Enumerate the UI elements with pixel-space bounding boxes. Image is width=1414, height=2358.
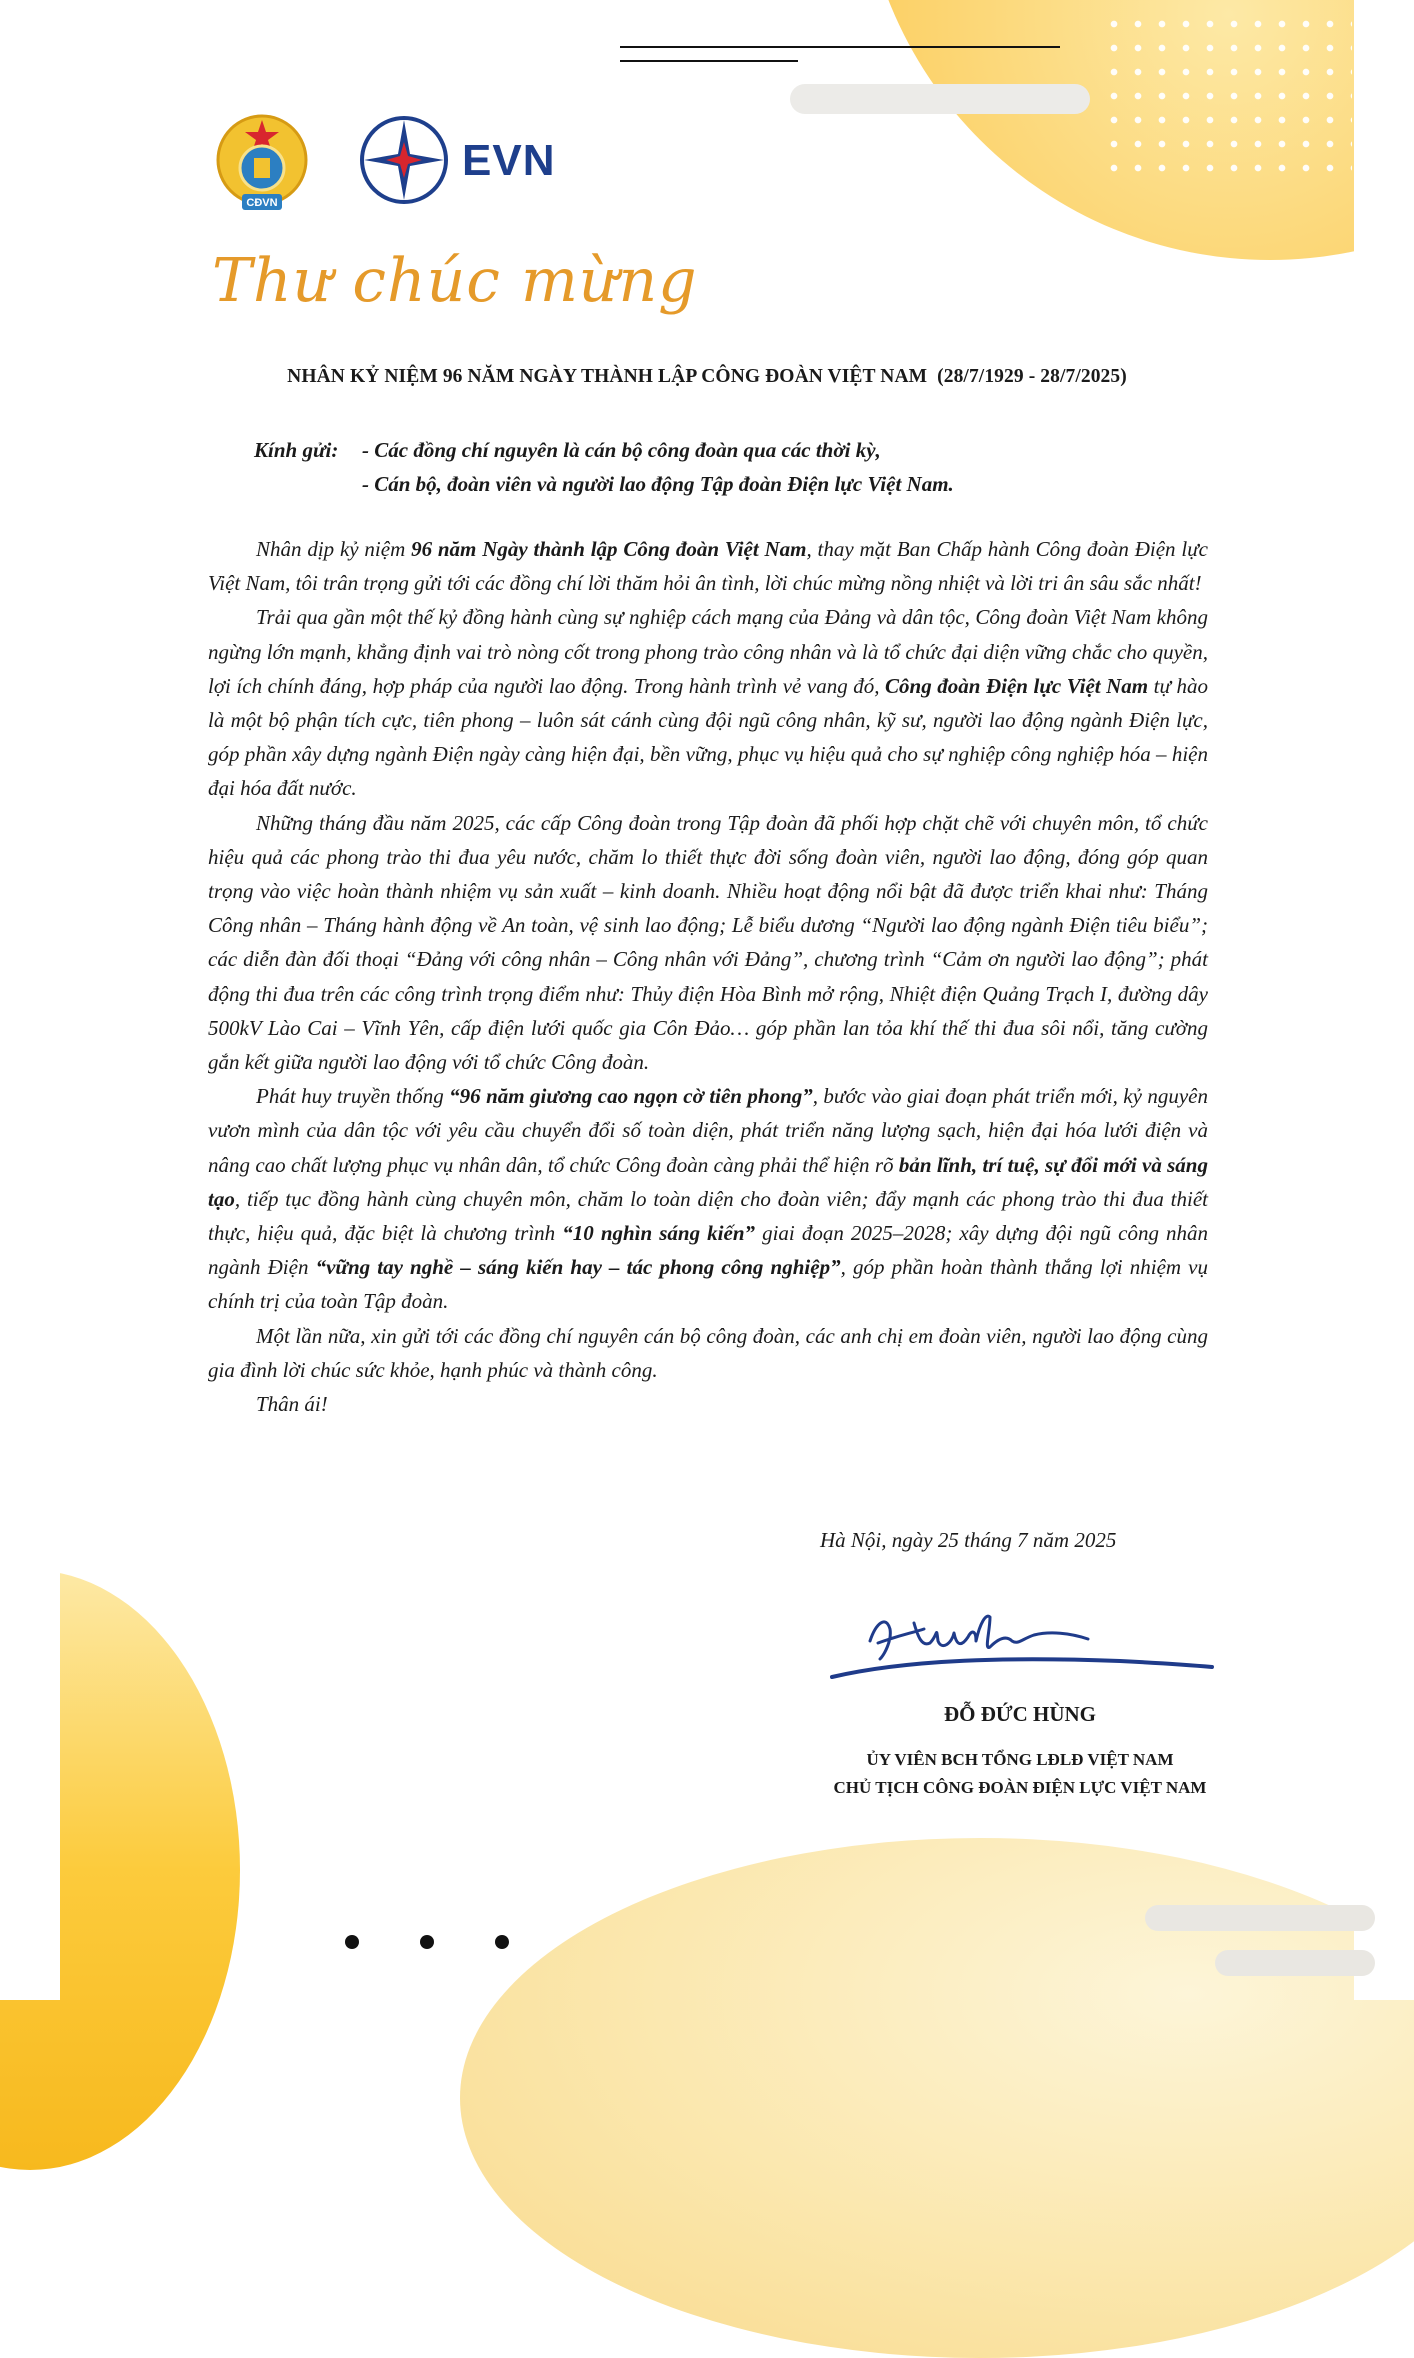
decorative-pill (1145, 1905, 1375, 1931)
decorative-dot (345, 1935, 359, 1949)
recipient-line: - Cán bộ, đoàn viên và người lao động Tập đoàn Điện lực Việt Nam. (362, 472, 954, 496)
paragraph-text: , thay mặt Ban Chấp hành Công đoàn Điện lực Việt Nam, tôi trân trọng gửi tới các đồng chí lời thăm hỏi ân tình, lời chúc mừng nồng nhiệt và lời tri ân sâu sắc nhất! (208, 537, 1208, 596)
emphasized-text: Công đoàn Điện lực Việt Nam (885, 673, 1149, 698)
paragraph-text: Những tháng đầu năm 2025, các cấp Công đoàn trong Tập đoàn đã phối hợp chặt chẽ với chuyên môn, tổ chức hiệu quả các phong trào thi đua yêu nước, chăm lo thiết thực đời sống đoàn viên, người lao động, đóng góp quan trọng vào việc hoàn thành nhiệm vụ sản xuất – kinh doanh. Nhiều hoạt động nổi bật đã được triển khai như: Tháng Công nhân – Tháng hành động về An toàn, vệ sinh lao động; Lễ biểu dương “Người lao động ngành Điện tiêu biểu”; các diễn đàn đối thoại “Đảng với công nhân – Công nhân với Đảng”, chương trình “Cảm ơn người lao động”; phát động thi đua trên các công trình trọng điểm như: Thủy điện Hòa Bình mở rộng, Nhiệt điện Quảng Trạch I, đường dây 500kV Lào Cai – Vĩnh Yên, cấp điện lưới quốc gia Côn Đảo… góp phần lan tỏa khí thế thi đua sôi nổi, tăng cường gắn kết giữa người lao động với tổ chức Công đoàn. (208, 810, 1208, 1075)
emphasized-text: bản lĩnh, trí tuệ, sự đổi mới và sáng tạo (208, 1152, 1208, 1211)
occasion-text: NHÂN KỶ NIỆM 96 NĂM NGÀY THÀNH LẬP CÔNG ĐOÀN VIỆT NAM (287, 366, 928, 387)
letter-script-title: Thư chúc mừng (212, 246, 698, 316)
evn-logo-text: EVN (462, 136, 556, 185)
paragraph-text: Một lần nữa, xin gửi tới các đồng chí nguyên cán bộ công đoàn, các anh chị em đoàn viên, người lao động cùng gia đình lời chúc sức khỏe, hạnh phúc và thành công. (208, 1323, 1208, 1382)
decorative-pill (790, 84, 1090, 114)
cdvn-union-logo-icon (212, 110, 312, 220)
recipient-line: - Các đồng chí nguyên là cán bộ công đoàn qua các thời kỳ, (362, 438, 881, 462)
decorative-line (620, 60, 798, 62)
decorative-line (620, 46, 1060, 48)
paragraph-text: , bước vào giai đoạn phát triển mới, kỷ nguyên vươn mình của dân tộc với yêu cầu chuyển đổi số toàn diện, phát triển năng lượng sạch, hiện đại hóa lưới điện và nâng cao chất lượng phục vụ nhân dân, tổ chức Công đoàn càng phải thể hiện rõ (208, 1084, 1208, 1177)
svg-text:CĐVN: CĐVN (246, 197, 278, 209)
occasion-dates: (28/7/1929 - 28/7/2025) (937, 366, 1127, 387)
paragraph-text: , góp phần hoàn thành thắng lợi nhiệm vụ chính trị của toàn Tập đoàn. (208, 1255, 1209, 1314)
body-paragraph (208, 532, 1208, 600)
signer-title: CHỦ TỊCH CÔNG ĐOÀN ĐIỆN LỰC VIỆT NAM (833, 1778, 1207, 1797)
emphasized-text: “10 nghìn sáng kiến” (562, 1221, 756, 1246)
recipients-label: Kính gửi: (254, 438, 339, 462)
letter-body (208, 532, 1208, 1421)
body-paragraph (208, 1079, 1208, 1318)
paragraph-text: , tiếp tục đồng hành cùng chuyên môn, chăm lo toàn diện cho đoàn viên; đẩy mạnh các phong trào thi đua thiết thực, hiệu quả, đặc biệt là chương trình (208, 1186, 1208, 1246)
handwritten-signature (820, 1585, 1220, 1685)
closing-line: Thân ái! (256, 1392, 328, 1417)
signer-name: ĐỖ ĐỨC HÙNG (943, 1702, 1097, 1726)
paragraph-text: Phát huy truyền thống (256, 1084, 450, 1109)
paragraph-text: Nhân dịp kỷ niệm (256, 537, 412, 561)
decorative-dot (495, 1935, 509, 1949)
decorative-dot (420, 1935, 434, 1949)
evn-logo-icon (356, 112, 452, 208)
paragraph-text: Trải qua gần một thế kỷ đồng hành cùng sự nghiệp cách mạng của Đảng và dân tộc, Công đoàn Việt Nam không ngừng lớn mạnh, khẳng định vai trò nòng cốt trong phong trào công nhân và là tổ chức đại diện vững chắc cho quyền, lợi ích chính đáng, hợp pháp của người lao động. Trong hành trình vẻ vang đó, (208, 605, 1208, 698)
decorative-edge (1354, 0, 1414, 280)
paragraph-text: tự hào là một bộ phận tích cực, tiên phong – luôn sát cánh cùng đội ngũ công nhân, kỹ sư, người lao động ngành Điện lực, góp phần xây dựng ngành Điện ngày càng hiện đại, bền vững, phục vụ hiệu quả cho sự nghiệp công nghiệp hóa – hiện đại hóa đất nước. (208, 673, 1208, 801)
body-paragraph (208, 600, 1208, 805)
letter-occasion-heading (0, 366, 1414, 388)
body-paragraph (208, 806, 1208, 1080)
paragraph-text: giai đoạn 2025–2028; xây dựng đội ngũ công nhân ngành Điện (208, 1221, 1209, 1280)
decorative-dot-grid (1102, 12, 1352, 182)
decorative-pill (1215, 1950, 1375, 1976)
emphasized-text: “vững tay nghề – sáng kiến hay – tác phong công nghiệp” (315, 1255, 841, 1280)
body-paragraph (208, 1319, 1208, 1387)
emphasized-text: “96 năm giương cao ngọn cờ tiên phong” (449, 1084, 813, 1109)
place-date: Hà Nội, ngày 25 tháng 7 năm 2025 (820, 1528, 1117, 1552)
decorative-edge (0, 1560, 60, 2000)
emphasized-text: 96 năm Ngày thành lập Công đoàn Việt Nam (411, 537, 807, 561)
signer-title: ỦY VIÊN BCH TỔNG LĐLĐ VIỆT NAM (866, 1750, 1174, 1769)
